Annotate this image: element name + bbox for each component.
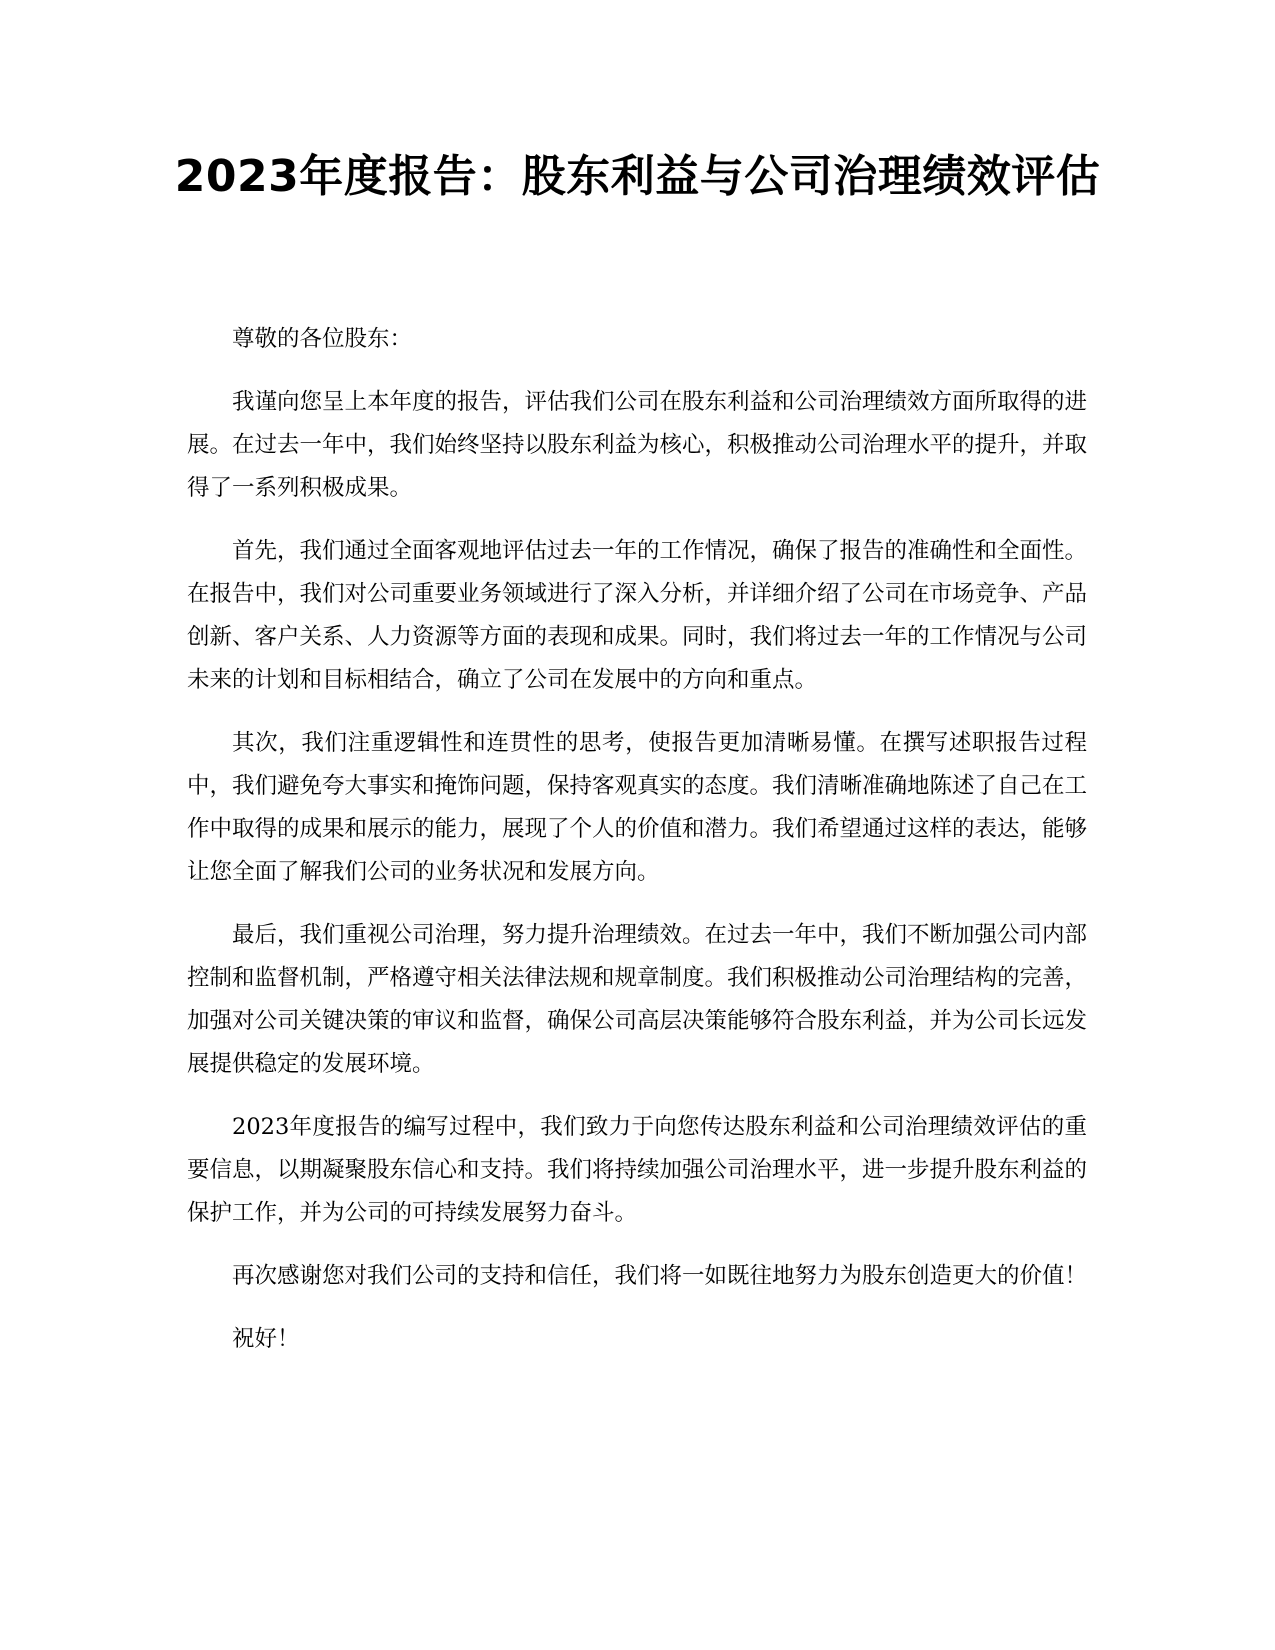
paragraph-first: 首先，我们通过全面客观地评估过去一年的工作情况，确保了报告的准确性和全面性。在报告中，我们对公司重要业务领域进行了深入分析，并详细介绍了公司在市场竞争、产品创新、客户关系、人力资源等方面的表现和成果。同时，我们将过去一年的工作情况与公司未来的计划和目标相结合，确立了公司在发展中的方向和重点。 (187, 538, 1088, 693)
document-title: 2023年度报告：股东利益与公司治理绩效评估 (174, 151, 1101, 202)
paragraph-last: 最后，我们重视公司治理，努力提升治理绩效。在过去一年中，我们不断加强公司内部控制和监督机制，严格遵守相关法律法规和规章制度。我们积极推动公司治理结构的完善，加强对公司关键决策的审议和监督，确保公司高层决策能够符合股东利益，并为公司长远发展提供稳定的发展环境。 (187, 922, 1088, 1077)
salutation: 尊敬的各位股东： (232, 326, 413, 352)
paragraph-second: 其次，我们注重逻辑性和连贯性的思考，使报告更加清晰易懂。在撰写述职报告过程中，我们避免夸大事实和掩饰问题，保持客观真实的态度。我们清晰准确地陈述了自己在工作中取得的成果和展示的能力，展现了个人的价值和潜力。我们希望通过这样的表达，能够让您全面了解我们公司的业务状况和发展方向。 (187, 730, 1088, 885)
document-body (187, 318, 1087, 1381)
paragraph-intro: 我谨向您呈上本年度的报告，评估我们公司在股东利益和公司治理绩效方面所取得的进展。在过去一年中，我们始终坚持以股东利益为核心，积极推动公司治理水平的提升，并取得了一系列积极成果。 (187, 389, 1088, 501)
paragraph-thanks: 再次感谢您对我们公司的支持和信任，我们将一如既往地努力为股东创造更大的价值！ (232, 1263, 1088, 1289)
closing: 祝好！ (232, 1326, 300, 1352)
paragraph-summary: 2023年度报告的编写过程中，我们致力于向您传达股东利益和公司治理绩效评估的重要信息，以期凝聚股东信心和支持。我们将持续加强公司治理水平，进一步提升股东利益的保护工作，并为公司的可持续发展努力奋斗。 (187, 1114, 1088, 1226)
